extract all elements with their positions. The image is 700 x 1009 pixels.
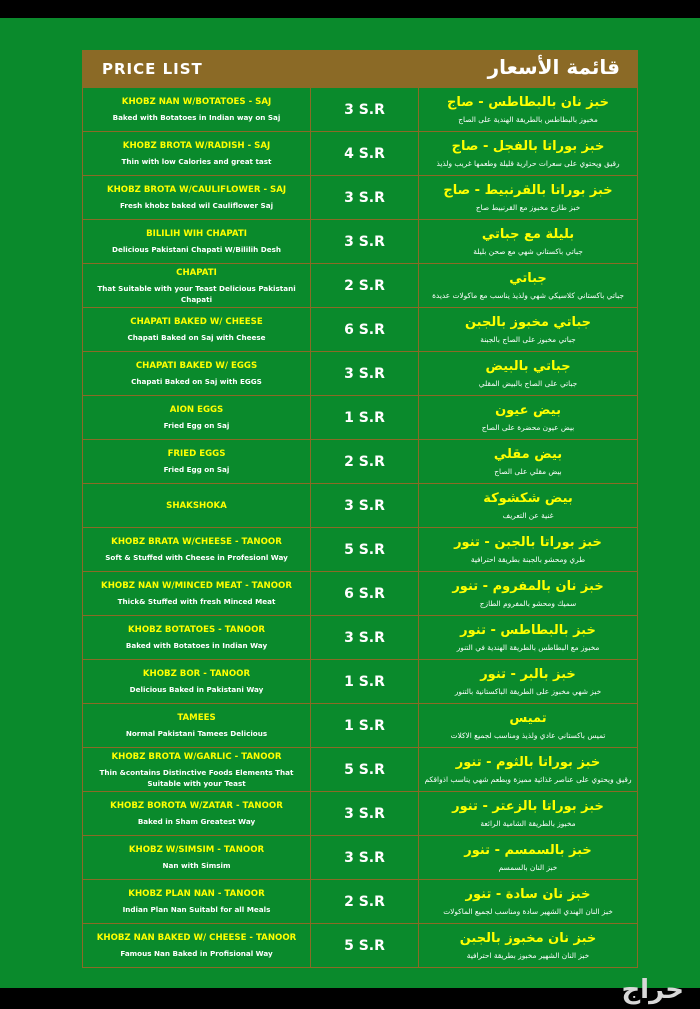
menu-item-row [83, 748, 637, 792]
item-description-en: Baked with Botatoes in Indian way on Saj [112, 113, 281, 122]
item-name-ar: خبز بوراتا بالثوم - تنور [455, 755, 601, 770]
item-arabic-cell [419, 748, 637, 791]
menu-item-row [83, 484, 637, 528]
item-arabic-cell [419, 176, 637, 219]
item-price: 2 S.R [311, 264, 419, 307]
item-english-cell [83, 220, 311, 263]
item-description-ar: طري ومحشو بالجبنة بطريقة احترافية [470, 555, 586, 564]
item-arabic-cell [419, 220, 637, 263]
item-description-en: Famous Nan Baked in Profisional Way [120, 949, 273, 958]
item-arabic-cell [419, 836, 637, 879]
item-english-cell [83, 264, 311, 307]
item-description-en: Thin with low Calories and great tast [121, 157, 272, 166]
menu-item-row [83, 176, 637, 220]
item-description-ar: مخبوز بالطريقة الشامية الرائعة [480, 819, 576, 828]
item-description-en: Thin &contains Distinctive Foods Elements That Suitable with your Teast [99, 767, 294, 788]
item-name-en: KHOBZ BOR - TANOOR [142, 669, 251, 679]
menu-item-row [83, 704, 637, 748]
menu-item-row [83, 880, 637, 924]
item-description-en: Thick& Stuffed with fresh Minced Meat [117, 597, 276, 606]
menu-item-row [83, 836, 637, 880]
item-description-en: Soft & Stuffed with Cheese in Profesionl Way [105, 553, 288, 562]
item-arabic-cell [419, 660, 637, 703]
item-english-cell [83, 88, 311, 131]
item-english-cell [83, 660, 311, 703]
menu-item-row [83, 220, 637, 264]
item-name-ar: بيض شكشوكة [483, 491, 573, 506]
item-description-en: Delicious Baked in Pakistani Way [129, 685, 264, 694]
item-name-ar: خبز نان بالبطاطس - صاج [446, 95, 610, 110]
item-name-en: KHOBZ W/SIMSIM - TANOOR [128, 845, 265, 855]
item-name-ar: خبز بوراتا بالجبن - تنور [454, 535, 602, 550]
item-name-en: KHOBZ PLAN NAN - TANOOR [128, 889, 265, 899]
item-description-en: Nan with Simsim [162, 861, 231, 870]
item-price: 3 S.R [311, 88, 419, 131]
item-name-en: KHOBZ NAN W/BOTATOES - SAJ [121, 97, 272, 107]
item-english-cell [83, 792, 311, 835]
item-name-en: AION EGGS [169, 405, 224, 415]
item-price: 1 S.R [311, 704, 419, 747]
item-name-en: SHAKSHOKA [166, 500, 227, 511]
item-price: 6 S.R [311, 572, 419, 615]
item-description-ar: مخبوز مع البطاطس بالطريقة الهندية في التنور [456, 643, 600, 652]
item-name-en: BILILIH WIH CHAPATI [146, 229, 247, 239]
item-description-ar: خبز النان بالسمسم [498, 863, 558, 872]
menu-item-row [83, 440, 637, 484]
item-description-ar: خبز النان الشهير مخبوز بطريقة احترافية [466, 951, 590, 960]
menu-item-row [83, 792, 637, 836]
item-description-en: Baked with Botatoes in Indian Way [125, 641, 268, 650]
item-description-ar: غنية عن التعريف [502, 511, 554, 520]
item-description-en: Delicious Pakistani Chapati W/Bililih Desh [112, 245, 281, 254]
item-description-en: Indian Plan Nan Suitabl for all Meals [122, 905, 271, 914]
item-description-ar: بيض مقلي على الصاج [494, 467, 562, 476]
menu-item-row [83, 924, 637, 967]
menu-item-row [83, 528, 637, 572]
item-english-cell [83, 396, 311, 439]
item-description-en: Fresh khobz baked wil Cauliflower Saj [119, 201, 274, 210]
item-name-ar: خبز بوراتا بالقرنبيط - صاج [443, 183, 613, 198]
item-name-en: KHOBZ BROTA W/GARLIC - TANOOR [111, 751, 282, 762]
item-price: 1 S.R [311, 660, 419, 703]
item-name-ar: تميس [509, 711, 547, 726]
item-name-en: KHOBZ BRATA W/CHEESE - TANOOR [111, 537, 282, 547]
item-price: 3 S.R [311, 836, 419, 879]
item-english-cell [83, 704, 311, 747]
item-arabic-cell [419, 792, 637, 835]
item-price: 6 S.R [311, 308, 419, 351]
item-description-ar: خبز طازج مخبوز مع القرنبيط صاج [475, 203, 581, 212]
item-name-en: CHAPATI [176, 267, 217, 278]
price-list-header [82, 50, 638, 88]
item-arabic-cell [419, 308, 637, 351]
item-price: 3 S.R [311, 220, 419, 263]
item-price: 3 S.R [311, 616, 419, 659]
item-name-ar: بيض عيون [495, 403, 561, 418]
item-arabic-cell [419, 264, 637, 307]
item-english-cell [83, 132, 311, 175]
item-name-en: FRIED EGGS [167, 449, 226, 459]
item-name-en: CHAPATI BAKED W/ EGGS [135, 361, 258, 371]
item-price: 3 S.R [311, 176, 419, 219]
item-arabic-cell [419, 572, 637, 615]
item-arabic-cell [419, 528, 637, 571]
item-english-cell [83, 616, 311, 659]
item-price: 5 S.R [311, 748, 419, 791]
item-arabic-cell [419, 484, 637, 527]
menu-item-row [83, 308, 637, 352]
item-english-cell [83, 308, 311, 351]
item-arabic-cell [419, 880, 637, 923]
item-name-ar: خبز بالبطاطس - تنور [460, 623, 596, 638]
item-arabic-cell [419, 352, 637, 395]
menu-item-row [83, 660, 637, 704]
item-description-ar: جباتي مخبوز على الصاج بالجبنة [480, 335, 576, 344]
item-description-ar: تميس باكستاني عادي ولذيذ ومناسب لجميع الاكلات [450, 731, 606, 740]
header-title-ar: قائمة الأسعار [487, 55, 620, 79]
item-english-cell [83, 836, 311, 879]
item-english-cell [83, 528, 311, 571]
item-name-en: KHOBZ NAN W/MINCED MEAT - TANOOR [101, 581, 292, 591]
item-arabic-cell [419, 924, 637, 967]
item-arabic-cell [419, 616, 637, 659]
item-name-ar: خبز بالسمسم - تنور [464, 843, 592, 858]
menu-item-row [83, 616, 637, 660]
item-description-en: Chapati Baked on Saj with Cheese [127, 333, 266, 342]
menu-item-row [83, 352, 637, 396]
menu-item-row [83, 264, 637, 308]
item-name-ar: جباتي مخبوز بالجبن [464, 315, 592, 330]
item-name-ar: بيض مقلي [493, 447, 563, 462]
item-arabic-cell [419, 440, 637, 483]
item-name-ar: خبز بوراتا بالزعتر - تنور [452, 799, 604, 814]
item-name-ar: خبز نان مخبوز بالجبن [459, 931, 597, 946]
item-description-ar: مخبوز بالبطاطس بالطريقة الهندية على الصاج [458, 115, 598, 124]
item-english-cell [83, 572, 311, 615]
item-english-cell [83, 924, 311, 967]
item-english-cell [83, 352, 311, 395]
item-description-en: Normal Pakistani Tamees Delicious [125, 729, 268, 738]
item-name-ar: بليلة مع جباتي [481, 227, 575, 242]
item-english-cell [83, 176, 311, 219]
item-description-en: That Suitable with your Teast Delicious Pakistani Chapati [97, 283, 296, 304]
item-price: 4 S.R [311, 132, 419, 175]
item-name-ar: خبز نان بالمفروم - تنور [452, 579, 604, 594]
item-description-ar: جباتي باكستاني كلاسيكي شهي ولذيذ يناسب مع ماكولات عديدة [432, 291, 624, 300]
item-name-en: TAMEES [177, 713, 216, 723]
item-description-en: Chapati Baked on Saj with EGGS [131, 377, 262, 386]
item-name-en: KHOBZ BROTA W/CAULIFLOWER - SAJ [106, 185, 287, 195]
item-description-ar: جباتي على الصاج بالبيض المقلي [478, 379, 578, 388]
item-price: 3 S.R [311, 792, 419, 835]
item-name-en: KHOBZ BOTATOES - TANOOR [127, 625, 265, 635]
item-name-ar: جباتي بالبيض [485, 359, 571, 374]
item-arabic-cell [419, 88, 637, 131]
item-arabic-cell [419, 132, 637, 175]
item-name-ar: خبز نان سادة - تنور [465, 887, 591, 902]
item-name-ar: خبز بوراتا بالفجل - صاج [451, 139, 605, 154]
menu-item-row [83, 572, 637, 616]
item-description-ar: رقيق ويحتوي على سعرات حرارية قليلة وطعمها غريب ولذيذ [436, 159, 620, 168]
item-price: 3 S.R [311, 484, 419, 527]
item-description-en: Fried Egg on Saj [163, 465, 230, 474]
item-english-cell [83, 748, 311, 791]
item-english-cell [83, 484, 311, 527]
item-english-cell [83, 880, 311, 923]
item-price: 2 S.R [311, 880, 419, 923]
item-price: 5 S.R [311, 924, 419, 967]
item-price: 5 S.R [311, 528, 419, 571]
item-name-ar: جباتي [509, 271, 547, 286]
item-description-ar: سميك ومحشو بالمفروم الطازج [479, 599, 577, 608]
menu-page [0, 18, 700, 988]
item-description-ar: خبز شهي مخبوز على الطريقة الباكستانية بالتنور [454, 687, 602, 696]
menu-item-row [83, 88, 637, 132]
item-description-en: Fried Egg on Saj [163, 421, 230, 430]
item-description-ar: رقيق ويحتوي على عناصر غذائية مميزة وبطعم شهي يناسب اذواقكم [424, 775, 632, 784]
item-arabic-cell [419, 704, 637, 747]
item-description-en: Baked in Sham Greatest Way [137, 817, 256, 826]
item-description-ar: بيض عيون محضرة على الصاج [481, 423, 575, 432]
header-title-en: PRICE LIST [102, 60, 203, 78]
item-name-en: KHOBZ BOROTA W/ZATAR - TANOOR [110, 801, 283, 811]
item-price: 2 S.R [311, 440, 419, 483]
item-description-ar: خبز النان الهندي الشهير سادة ومناسب لجميع الماكولات [443, 907, 613, 916]
item-english-cell [83, 440, 311, 483]
item-arabic-cell [419, 396, 637, 439]
item-name-en: KHOBZ BROTA W/RADISH - SAJ [122, 141, 271, 151]
item-name-ar: خبز بالبر - تنور [480, 667, 576, 682]
menu-item-row [83, 396, 637, 440]
item-name-en: KHOBZ NAN BAKED W/ CHEESE - TANOOR [96, 933, 297, 943]
item-name-en: CHAPATI BAKED W/ CHEESE [130, 317, 263, 327]
item-price: 3 S.R [311, 352, 419, 395]
haraj-watermark: حراج [621, 975, 684, 1005]
menu-item-row [83, 132, 637, 176]
item-description-ar: جباتي باكستاني شهي مع صحن بليلة [473, 247, 583, 256]
item-price: 1 S.R [311, 396, 419, 439]
price-table [82, 88, 638, 968]
